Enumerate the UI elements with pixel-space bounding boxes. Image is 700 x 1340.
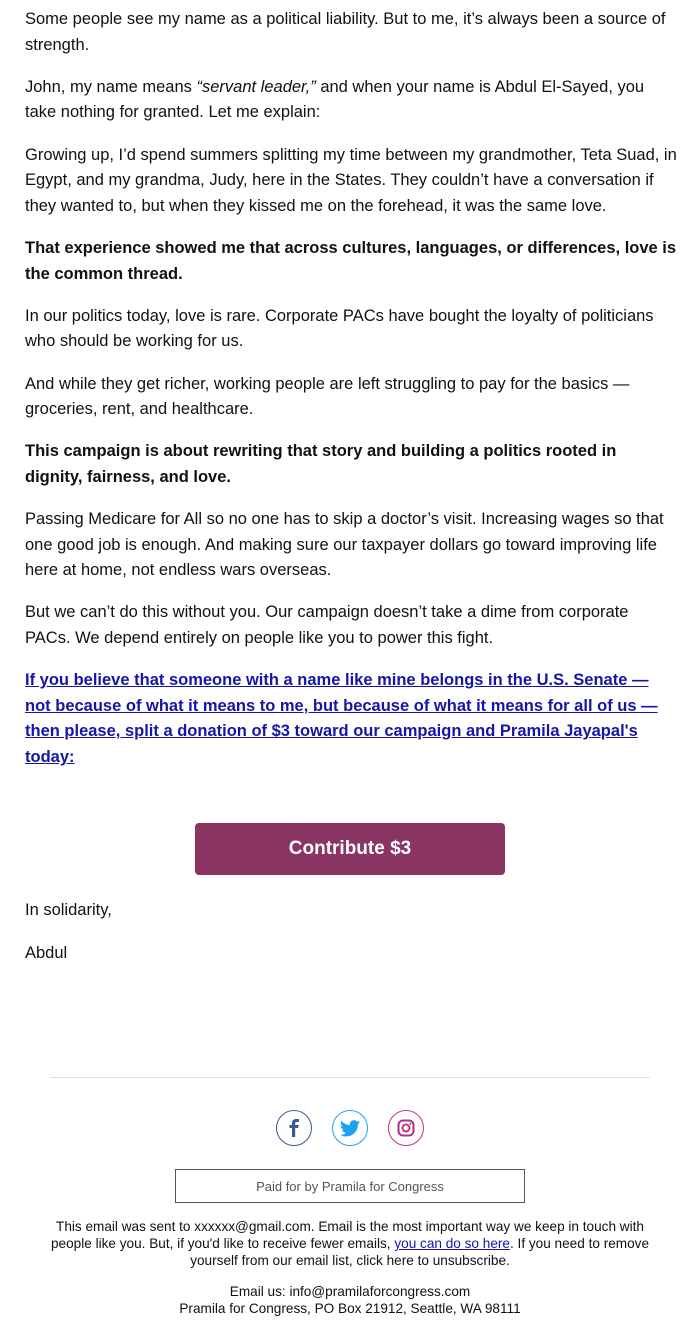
paragraph: But we can’t do this without you. Our campaign doesn’t take a dime from corporate PACs. We depend entirely on people like you to power this fight. (25, 603, 629, 648)
divider (50, 1077, 650, 1078)
bold-paragraph: That experience showed me that across cultures, languages, or differences, love is the common thread. (25, 238, 677, 283)
donate-link[interactable]: If you believe that someone with a name like mine belongs in the U.S. Senate — not because of what it means to me, but because of what it means for all of us — then please, split a donation of $3 toward our campaign and Pramila Jayapal's today: (25, 671, 658, 766)
email-body (25, 7, 677, 787)
paragraph-text: and when your name is Abdul El-Sayed, you take nothing for granted. Let me explain: (25, 77, 645, 122)
paragraph-text: John, my name means (25, 77, 197, 96)
facebook-icon[interactable] (276, 1110, 312, 1146)
signature: Abdul (25, 944, 68, 962)
paragraph: Some people see my name as a political liability. But to me, it’s always been a source of strength. (25, 10, 666, 54)
paragraph: Growing up, I’d spend summers splitting my time between my grandmother, Teta Suad, in Egypt, and my grandma, Judy, here in the States. They couldn’t have a conversation if they wanted to, but when they kissed me on the forehead, it was the same love. (25, 145, 677, 215)
paragraph: In our politics today, love is rare. Corporate PACs have bought the loyalty of politicians who should be working for us. (25, 306, 654, 351)
fewer-emails-link[interactable]: you can do so here (394, 1236, 510, 1251)
paid-for-disclaimer: Paid for by Pramila for Congress (175, 1169, 525, 1203)
contribute-button[interactable]: Contribute $3 (195, 823, 505, 875)
paragraph: And while they get richer, working people are left struggling to pay for the basics — groceries, rent, and healthcare. (25, 374, 630, 419)
instagram-icon[interactable] (388, 1110, 424, 1146)
bold-paragraph: This campaign is about rewriting that story and building a politics rooted in dignity, fairness, and love. (25, 442, 617, 486)
signoff: In solidarity, (25, 901, 112, 919)
paragraph: Passing Medicare for All so no one has to skip a doctor’s visit. Increasing wages so that one good job is enough. And making sure our taxpayer dollars go toward improving life here at home, not endless wars overseas. (25, 510, 664, 580)
notice-text: This email was sent to xxxxxx@gmail.com. Email is the most important way we keep in touch with people like you. But, if you'd like to receive fewer emails, (50, 1219, 644, 1251)
footer-notice (40, 1218, 660, 1269)
twitter-icon[interactable] (332, 1110, 368, 1146)
contact-email: Email us: info@pramilaforcongress.com (229, 1284, 471, 1299)
mailing-address: Pramila for Congress, PO Box 21912, Seattle, WA 98111 (179, 1301, 521, 1316)
notice-text: . If you need to remove yourself from our email list, click here to unsubscribe. (190, 1236, 650, 1268)
emphasis-text: “servant leader,” (196, 77, 316, 96)
paragraph (25, 75, 677, 126)
